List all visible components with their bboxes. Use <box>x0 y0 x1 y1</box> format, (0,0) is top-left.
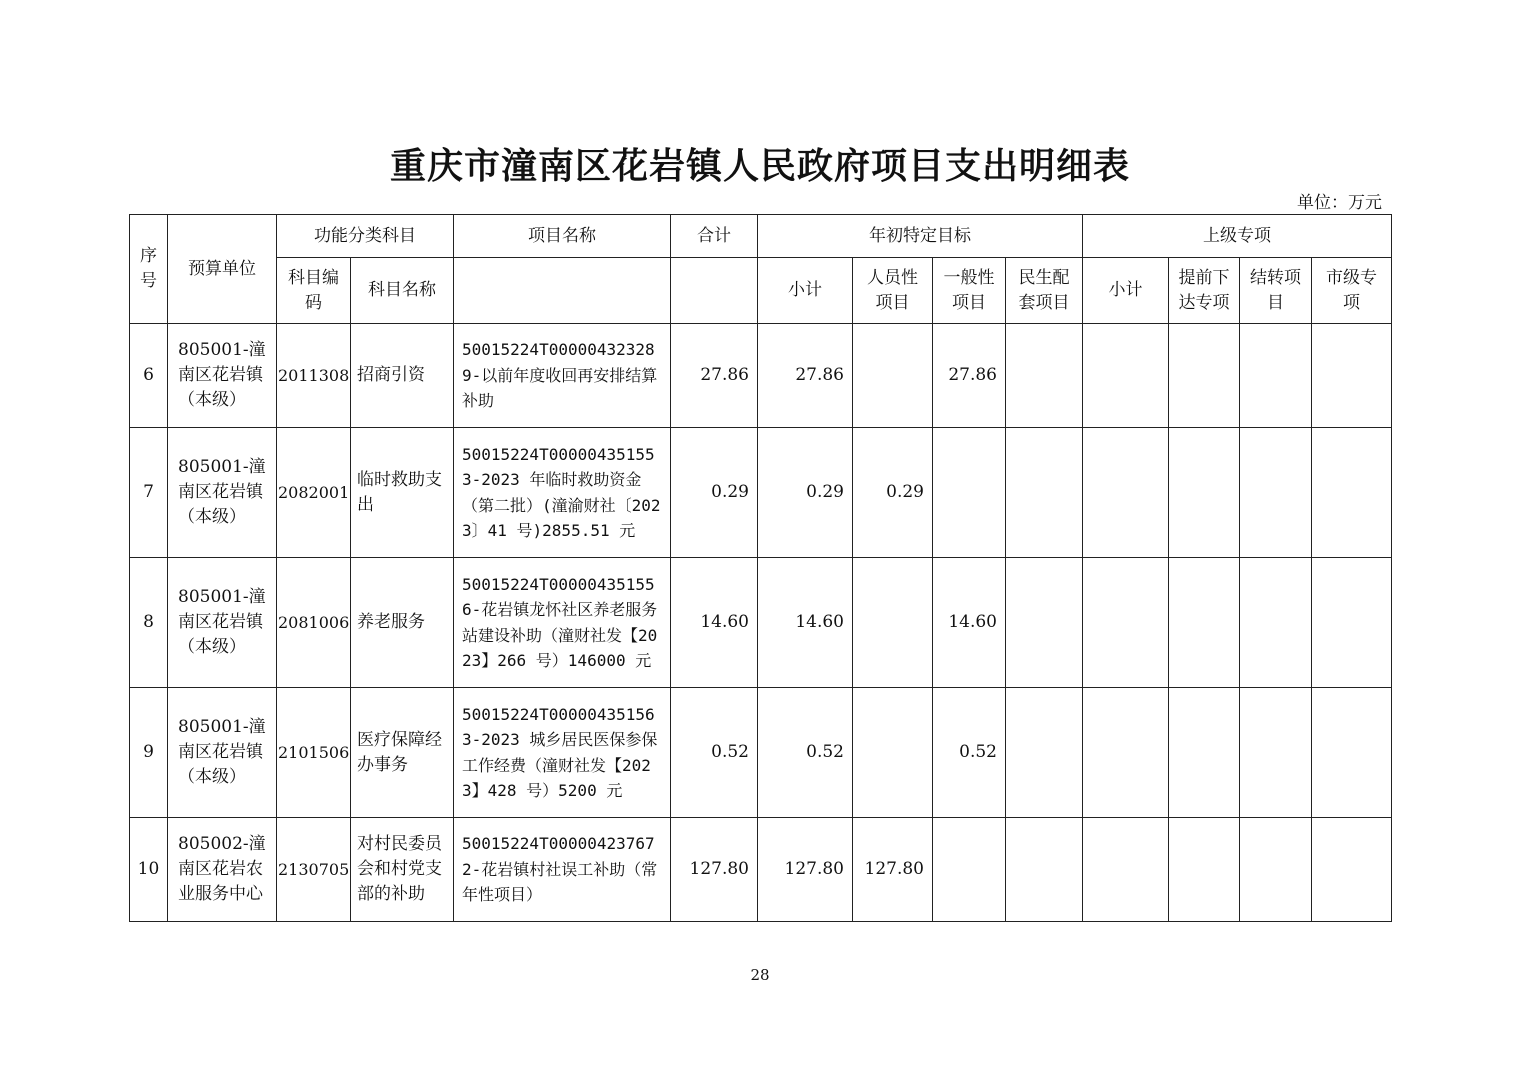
row-code: 2101506 <box>277 688 351 818</box>
row-city <box>1312 688 1392 818</box>
row-total: 14.60 <box>671 558 758 688</box>
row-carryover <box>1240 558 1312 688</box>
row-subject: 养老服务 <box>351 558 454 688</box>
header-total-blank <box>671 258 758 324</box>
row-total: 27.86 <box>671 324 758 428</box>
page-title: 重庆市潼南区花岩镇人民政府项目支出明细表 <box>389 145 1130 187</box>
header-budget-unit: 预算单位 <box>168 215 277 324</box>
row-unit: 805001-潼南区花岩镇（本级） <box>168 428 277 558</box>
header-annual-subtotal: 小计 <box>758 258 853 324</box>
row-total: 127.80 <box>671 818 758 922</box>
header-sup-subtotal: 小计 <box>1083 258 1169 324</box>
row-general: 14.60 <box>933 558 1006 688</box>
row-advance <box>1169 558 1240 688</box>
header-general: 一般性项目 <box>933 258 1006 324</box>
row-advance <box>1169 324 1240 428</box>
row-personnel: 127.80 <box>853 818 933 922</box>
row-project: 50015224T000004237672-花岩镇村社误工补助（常年性项目） <box>454 818 671 922</box>
row-personnel: 0.29 <box>853 428 933 558</box>
row-subject: 医疗保障经办事务 <box>351 688 454 818</box>
row-subject: 招商引资 <box>351 324 454 428</box>
row-personnel <box>853 324 933 428</box>
row-project: 50015224T000004351553-2023 年临时救助资金（第二批）(潼渝财社〔2023〕41 号)2855.51 元 <box>454 428 671 558</box>
row-code: 2130705 <box>277 818 351 922</box>
row-sup-subtotal <box>1083 324 1169 428</box>
row-sup-subtotal <box>1083 428 1169 558</box>
table-row <box>130 324 1392 428</box>
row-seq: 8 <box>130 558 168 688</box>
row-general <box>933 428 1006 558</box>
row-carryover <box>1240 688 1312 818</box>
row-annual-subtotal: 14.60 <box>758 558 853 688</box>
header-project-name: 项目名称 <box>454 215 671 258</box>
row-sup-subtotal <box>1083 558 1169 688</box>
row-sup-subtotal <box>1083 688 1169 818</box>
header-livelihood: 民生配套项目 <box>1006 258 1083 324</box>
row-general: 0.52 <box>933 688 1006 818</box>
row-city <box>1312 818 1392 922</box>
row-sup-subtotal <box>1083 818 1169 922</box>
row-advance <box>1169 688 1240 818</box>
row-personnel <box>853 558 933 688</box>
row-city <box>1312 324 1392 428</box>
row-livelihood <box>1006 818 1083 922</box>
header-city: 市级专项 <box>1312 258 1392 324</box>
row-carryover <box>1240 428 1312 558</box>
row-livelihood <box>1006 558 1083 688</box>
row-advance <box>1169 428 1240 558</box>
table-row <box>130 558 1392 688</box>
row-unit: 805001-潼南区花岩镇（本级） <box>168 324 277 428</box>
header-advance: 提前下达专项 <box>1169 258 1240 324</box>
row-seq: 10 <box>130 818 168 922</box>
row-livelihood <box>1006 428 1083 558</box>
header-annual-target: 年初特定目标 <box>758 215 1083 258</box>
row-annual-subtotal: 0.29 <box>758 428 853 558</box>
row-code: 2081006 <box>277 558 351 688</box>
header-func-class: 功能分类科目 <box>277 215 454 258</box>
row-general <box>933 818 1006 922</box>
row-advance <box>1169 818 1240 922</box>
row-carryover <box>1240 818 1312 922</box>
row-general: 27.86 <box>933 324 1006 428</box>
row-annual-subtotal: 27.86 <box>758 324 853 428</box>
row-project: 50015224T000004351563-2023 城乡居民医保参保工作经费（潼财社发【2023】428 号）5200 元 <box>454 688 671 818</box>
row-annual-subtotal: 127.80 <box>758 818 853 922</box>
row-unit: 805002-潼南区花岩农业服务中心 <box>168 818 277 922</box>
table-row <box>130 688 1392 818</box>
header-project-name-blank <box>454 258 671 324</box>
header-subject-name: 科目名称 <box>351 258 454 324</box>
table-row <box>130 818 1392 922</box>
row-unit: 805001-潼南区花岩镇（本级） <box>168 558 277 688</box>
row-unit: 805001-潼南区花岩镇（本级） <box>168 688 277 818</box>
row-seq: 9 <box>130 688 168 818</box>
header-superior: 上级专项 <box>1083 215 1392 258</box>
row-livelihood <box>1006 688 1083 818</box>
header-seq: 序号 <box>130 215 168 324</box>
table-row <box>130 428 1392 558</box>
row-city <box>1312 558 1392 688</box>
page-number: 28 <box>750 966 770 984</box>
row-subject: 临时救助支出 <box>351 428 454 558</box>
row-total: 0.52 <box>671 688 758 818</box>
row-carryover <box>1240 324 1312 428</box>
row-annual-subtotal: 0.52 <box>758 688 853 818</box>
row-project: 50015224T000004351556-花岩镇龙怀社区养老服务站建设补助（潼财社发【2023】266 号）146000 元 <box>454 558 671 688</box>
header-total: 合计 <box>671 215 758 258</box>
row-seq: 7 <box>130 428 168 558</box>
row-city <box>1312 428 1392 558</box>
header-subject-code: 科目编码 <box>277 258 351 324</box>
row-subject: 对村民委员会和村党支部的补助 <box>351 818 454 922</box>
row-personnel <box>853 688 933 818</box>
header-carryover: 结转项目 <box>1240 258 1312 324</box>
header-personnel: 人员性项目 <box>853 258 933 324</box>
row-code: 2082001 <box>277 428 351 558</box>
row-seq: 6 <box>130 324 168 428</box>
row-livelihood <box>1006 324 1083 428</box>
project-expenditure-table <box>129 214 1392 922</box>
row-total: 0.29 <box>671 428 758 558</box>
row-code: 2011308 <box>277 324 351 428</box>
row-project: 50015224T000004323289-以前年度收回再安排结算补助 <box>454 324 671 428</box>
unit-label: 单位：万元 <box>1297 193 1382 213</box>
